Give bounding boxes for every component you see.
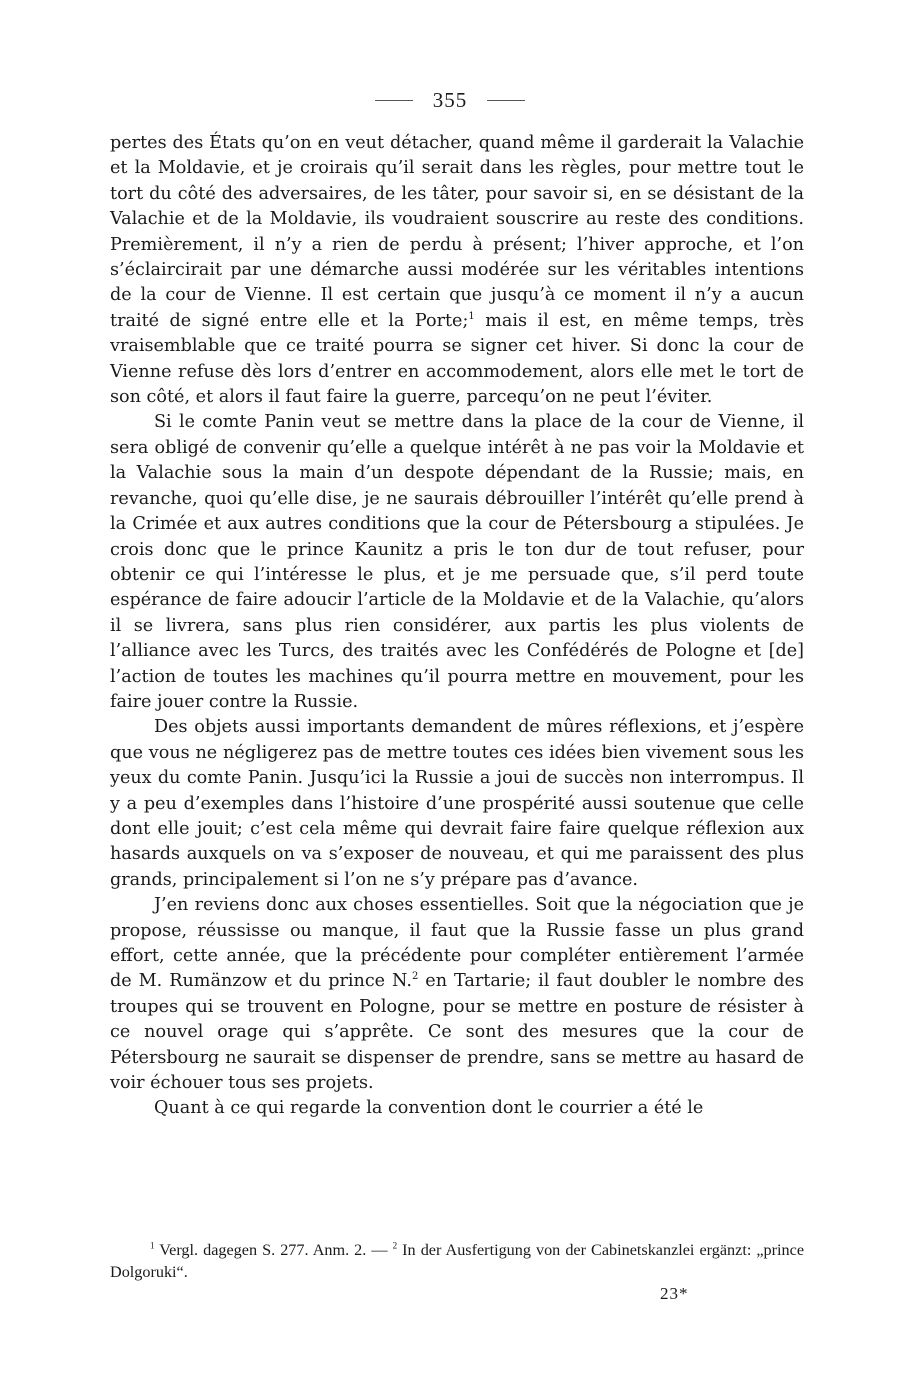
paragraph-2: Si le comte Panin veut se mettre dans la place de la cour de Vienne, il sera obligé de convenir qu’elle a quelque intérêt à ne pas voir la Moldavie et la Valachie sous la main d’un despote dépendant de la Russie; mais, en revanche, quoi qu’elle dise, je ne saurais débrouiller l’intérêt qu’elle prend à la Crimée et aux autres conditions que la cour de Pétersbourg a stipulées. Je crois donc que le prince Kaunitz a pris le ton dur de tout refuser, pour obtenir ce qui l’intéresse le plus, et je me persuade que, s’il perd toute espérance de faire adoucir l’article de la Moldavie et de la Valachie, qu’alors il se livrera, sans plus rien considérer, aux partis les plus violents de l’alliance avec les Turcs, des traités avec les Confédérés de Pologne et [de] l’action de toutes les machines qu’il pourra mettre en mouvement, pour les faire jouer contre la Russie. bbox=[110, 412, 804, 712]
paragraph-4-text-a: J’en reviens donc aux choses essentielles. Soit que la négociation que je propose, réussisse ou manque, il faut que la Russie fasse un plus grand effort, cette année, que la précédente pour compléter entièrement l’armée de M. Rumänzow et du prince N. bbox=[110, 895, 804, 992]
page-number: 355 bbox=[432, 88, 468, 112]
header-rule-right bbox=[487, 100, 525, 101]
page-header bbox=[0, 88, 900, 113]
paragraph-1-text-b: mais il est, en même temps, très vraisemblable que ce traité pourra se signer cet hiver. Si donc la cour de Vienne refuse dès lors d’entrer en accommodement, alors elle met le tort de son côté, et alors il faut faire la guerre, parcequ’on ne peut l’éviter. bbox=[110, 310, 804, 408]
footnote-ref-2: 2 bbox=[411, 971, 419, 983]
header-rule-left bbox=[375, 100, 413, 101]
paragraph-4 bbox=[110, 893, 804, 1096]
footnote-marker-1: 1 bbox=[150, 1240, 155, 1251]
paragraph-5: Quant à ce qui regarde la convention dont le courrier a été le bbox=[154, 1098, 704, 1119]
footnote-ref-1: 1 bbox=[468, 310, 475, 322]
footnote-marker-2: 2 bbox=[392, 1240, 398, 1251]
footnote-text-2: In der Ausfertigung von der Cabinetskanzlei ergänzt: „prince Dolgoruki“. bbox=[110, 1241, 805, 1281]
footnote-text-1: Vergl. dagegen S. 277. Anm. 2. — bbox=[154, 1241, 393, 1259]
footnotes bbox=[110, 1239, 804, 1283]
paragraph-3: Des objets aussi importants demandent de mûres réflexions, et j’espère que vous ne négligerez pas de mettre toutes ces idées bien vivement sous les yeux du comte Panin. Jusqu’ici la Russie a joui de succès non interrompus. Il y a peu d’exemples dans l’histoire d’une prospérité aussi soutenue que celle dont elle jouit; c’est cela même qui devrait faire faire quelque réflexion aux hasards auxquels on va s’exposer de nouveau, et qui me paraissent des plus grands, principalement si l’on ne s’y prépare pas d’avance. bbox=[110, 717, 804, 890]
paragraph-1-text-a: pertes des États qu’on en veut détacher, quand même il garderait la Valachie et la Moldavie, et je croirais qu’il serait dans les règles, pour mettre tout le tort du côté des adversaires, de les tâter, pour savoir si, en se désistant de la Valachie et de la Moldavie, ils voudraient souscrire au reste des conditions. Premièrement, il n’y a rien de perdu à présent; l’hiver approche, et l’on s’éclaircirait par une démarche aussi modérée sur les véritables intentions de la cour de Vienne. Il est certain que jusqu’à ce moment il n’y a aucun traité de signé entre elle et la Porte; bbox=[110, 133, 804, 331]
signature-mark: 23* bbox=[660, 1284, 689, 1303]
paragraph-1 bbox=[110, 131, 804, 410]
body-text bbox=[110, 131, 804, 1122]
paragraph-4-text-b: en Tartarie; il faut doubler le nombre des troupes qui se trouvent en Pologne, pour se mettre en posture de résister à ce nouvel orage qui s’apprête. Ce sont des mesures que la cour de Pétersbourg ne saurait se dispenser de prendre, sans se mettre au hasard de voir échouer tous ses projets. bbox=[110, 971, 804, 1094]
